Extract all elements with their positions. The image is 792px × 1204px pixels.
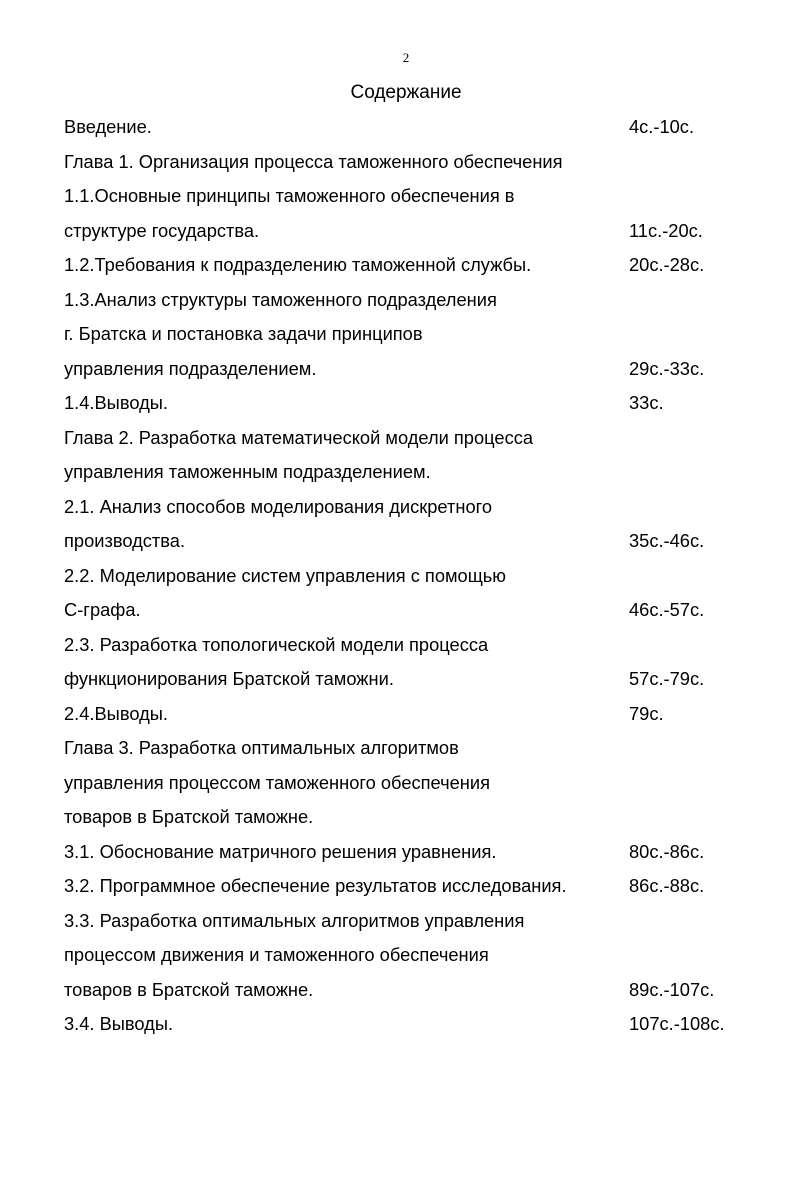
toc-page-range: 11с.-20с. <box>629 219 703 241</box>
toc-line <box>64 869 764 904</box>
toc-line <box>64 559 764 594</box>
toc-entry-text: 1.1.Основные принципы таможенного обеспечения в <box>64 185 515 206</box>
toc-line <box>64 904 764 939</box>
toc-line <box>64 386 764 421</box>
toc-line <box>64 766 764 801</box>
toc-line <box>64 835 764 870</box>
toc-entry-text: 1.4.Выводы. <box>64 392 168 413</box>
toc-entry-text: Введение. <box>64 116 152 137</box>
toc-entry-text: 3.2. Программное обеспечение результатов исследования. <box>64 875 567 896</box>
toc-entry-text: управления процессом таможенного обеспечения <box>64 771 490 793</box>
toc-page-range: 86с.-88с. <box>629 875 705 896</box>
toc-entry-text: 3.3. Разработка оптимальных алгоритмов управления <box>64 909 525 931</box>
toc-page-range: 29с.-33с. <box>629 357 705 379</box>
toc-page-range: 79с. <box>629 702 664 724</box>
toc-entry-text: товаров в Братской таможне. <box>64 978 314 1000</box>
table-of-contents <box>64 110 764 1042</box>
toc-line <box>64 214 764 249</box>
toc-line <box>64 179 764 214</box>
toc-line <box>64 283 764 318</box>
toc-entry-text: 2.4.Выводы. <box>64 702 168 724</box>
toc-entry-text: товаров в Братской таможне. <box>64 806 314 827</box>
toc-line <box>64 145 764 180</box>
toc-line <box>64 973 764 1008</box>
toc-page-range: 46с.-57с. <box>629 599 705 620</box>
page-number: 2 <box>402 50 410 65</box>
toc-entry-text: управления подразделением. <box>64 357 317 379</box>
toc-entry-text: 1.3.Анализ структуры таможенного подразделения <box>64 288 497 310</box>
toc-line <box>64 352 764 387</box>
toc-title: Содержание <box>350 82 462 103</box>
toc-line <box>64 248 764 283</box>
toc-entry-text: 2.1. Анализ способов моделирования дискретного <box>64 495 493 517</box>
toc-entry-text: функционирования Братской таможни. <box>64 668 394 689</box>
toc-line <box>64 628 764 663</box>
toc-entry-text: 2.2. Моделирование систем управления с помощью <box>64 564 506 586</box>
toc-page-range: 4с.-10с. <box>629 116 695 137</box>
toc-line <box>64 110 764 145</box>
toc-page-range: 35с.-46с. <box>629 530 705 551</box>
toc-line <box>64 490 764 525</box>
toc-line <box>64 593 764 628</box>
toc-line <box>64 938 764 973</box>
toc-entry-text: С-графа. <box>64 599 141 620</box>
toc-entry-text: Глава 1. Организация процесса таможенного обеспечения <box>64 150 563 172</box>
toc-entry-text: производства. <box>64 530 186 551</box>
toc-entry-text: г. Братска и постановка задачи принципов <box>64 323 423 344</box>
toc-page-range: 20с.-28с. <box>629 254 705 275</box>
toc-entry-text: управления таможенным подразделением. <box>64 461 431 482</box>
toc-line <box>64 697 764 732</box>
toc-page-range: 107с.-108с. <box>629 1013 725 1034</box>
toc-line <box>64 421 764 456</box>
toc-entry-text: Глава 2. Разработка математической модели процесса <box>64 426 534 448</box>
toc-entry-text: Глава 3. Разработка оптимальных алгоритмов <box>64 737 459 758</box>
toc-line <box>64 524 764 559</box>
toc-entry-text: 2.3. Разработка топологической модели процесса <box>64 633 489 655</box>
toc-entry-text: 1.2.Требования к подразделению таможенной службы. <box>64 254 532 275</box>
toc-entry-text: структуре государства. <box>64 219 260 241</box>
toc-line <box>64 731 764 766</box>
toc-entry-text: 3.1. Обоснование матричного решения уравнения. <box>64 840 497 862</box>
toc-entry-text: 3.4. Выводы. <box>64 1013 174 1034</box>
toc-page-range: 33с. <box>629 392 664 413</box>
toc-page-range: 89с.-107с. <box>629 978 715 1000</box>
toc-page-range: 80с.-86с. <box>629 840 705 862</box>
toc-line <box>64 455 764 490</box>
toc-line <box>64 317 764 352</box>
toc-line <box>64 1007 764 1042</box>
toc-entry-text: процессом движения и таможенного обеспечения <box>64 944 489 965</box>
toc-line <box>64 662 764 697</box>
toc-page-range: 57с.-79с. <box>629 668 705 689</box>
toc-line <box>64 800 764 835</box>
